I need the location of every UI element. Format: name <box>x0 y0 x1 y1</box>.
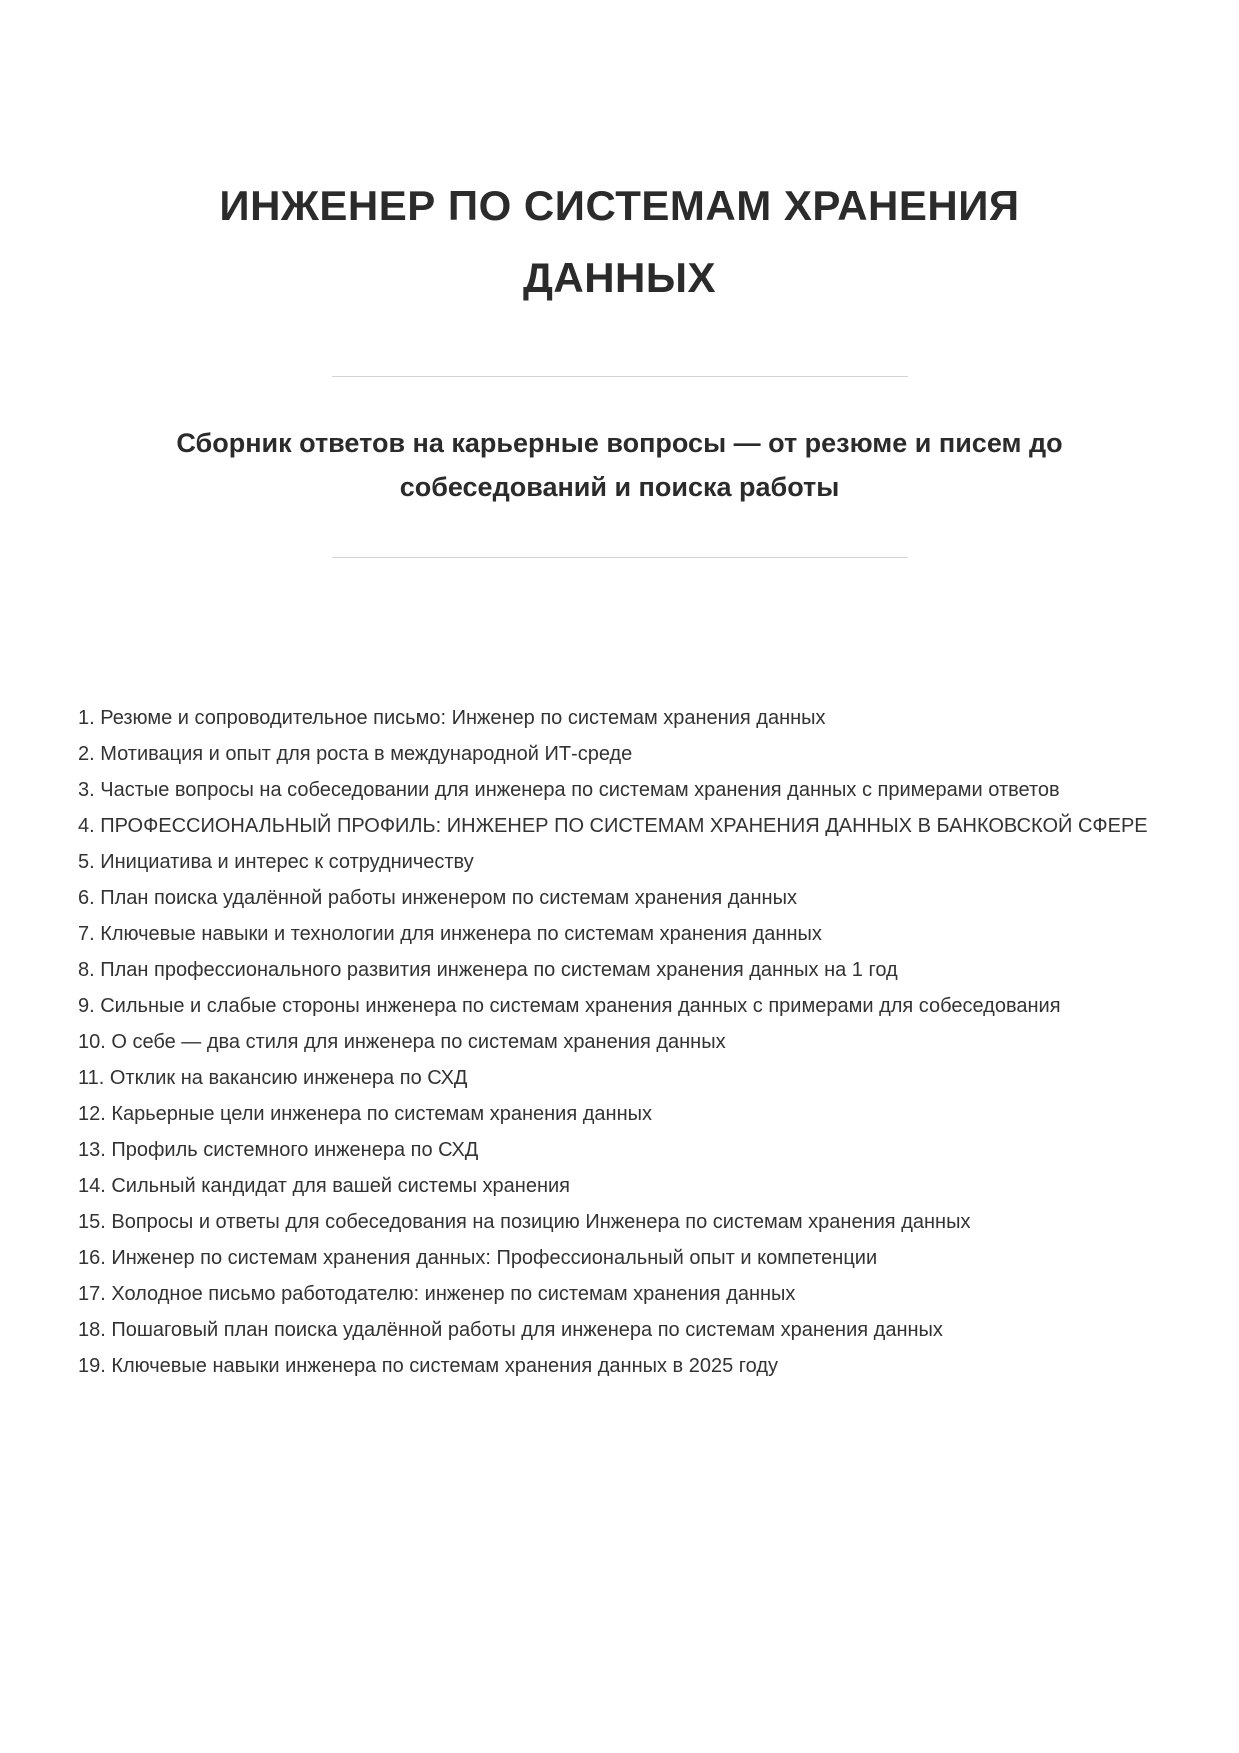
toc-item: 12. Карьерные цели инженера по системам хранения данных <box>78 1103 652 1125</box>
toc-item: 15. Вопросы и ответы для собеседования на позицию Инженера по системам хранения данных <box>78 1211 971 1233</box>
toc-item: 16. Инженер по системам хранения данных: Профессиональный опыт и компетенции <box>78 1247 878 1269</box>
toc-item: 5. Инициатива и интерес к сотрудничеству <box>78 851 474 873</box>
toc-item: 6. План поиска удалённой работы инженером по системам хранения данных <box>78 887 797 909</box>
toc-item: 10. О себе — два стиля для инженера по системам хранения данных <box>78 1031 726 1053</box>
toc-item: 1. Резюме и сопроводительное письмо: Инженер по системам хранения данных <box>78 707 826 729</box>
toc-item: 14. Сильный кандидат для вашей системы хранения <box>78 1175 571 1197</box>
divider-top <box>332 376 908 377</box>
page-title: ИНЖЕНЕР ПО СИСТЕМАМ ХРАНЕНИЯ ДАННЫХ <box>219 182 1020 301</box>
divider-bottom <box>332 557 908 558</box>
toc-item: 11. Отклик на вакансию инженера по СХД <box>78 1067 468 1089</box>
toc-item: 17. Холодное письмо работодателю: инженер по системам хранения данных <box>78 1283 796 1305</box>
toc-item: 8. План профессионального развития инженера по системам хранения данных на 1 год <box>78 959 898 981</box>
page-subtitle: Сборник ответов на карьерные вопросы — от резюме и писем до собеседований и поиска работы <box>176 428 1063 502</box>
toc-item: 4. ПРОФЕССИОНАЛЬНЫЙ ПРОФИЛЬ: ИНЖЕНЕР ПО СИСТЕМАМ ХРАНЕНИЯ ДАННЫХ В БАНКОВСКОЙ СФЕРЕ <box>78 815 1148 837</box>
toc-item: 13. Профиль системного инженера по СХД <box>78 1139 479 1161</box>
toc-item: 19. Ключевые навыки инженера по системам хранения данных в 2025 году <box>78 1355 778 1377</box>
toc-item: 3. Частые вопросы на собеседовании для инженера по системам хранения данных с примерами ответов <box>78 779 1060 801</box>
toc-item: 7. Ключевые навыки и технологии для инженера по системам хранения данных <box>78 923 822 945</box>
toc-item: 9. Сильные и слабые стороны инженера по системам хранения данных с примерами для собеседования <box>78 995 1061 1017</box>
toc-item: 18. Пошаговый план поиска удалённой работы для инженера по системам хранения данных <box>78 1319 943 1341</box>
table-of-contents <box>78 700 1161 1384</box>
toc-item: 2. Мотивация и опыт для роста в международной ИТ-среде <box>78 743 633 765</box>
